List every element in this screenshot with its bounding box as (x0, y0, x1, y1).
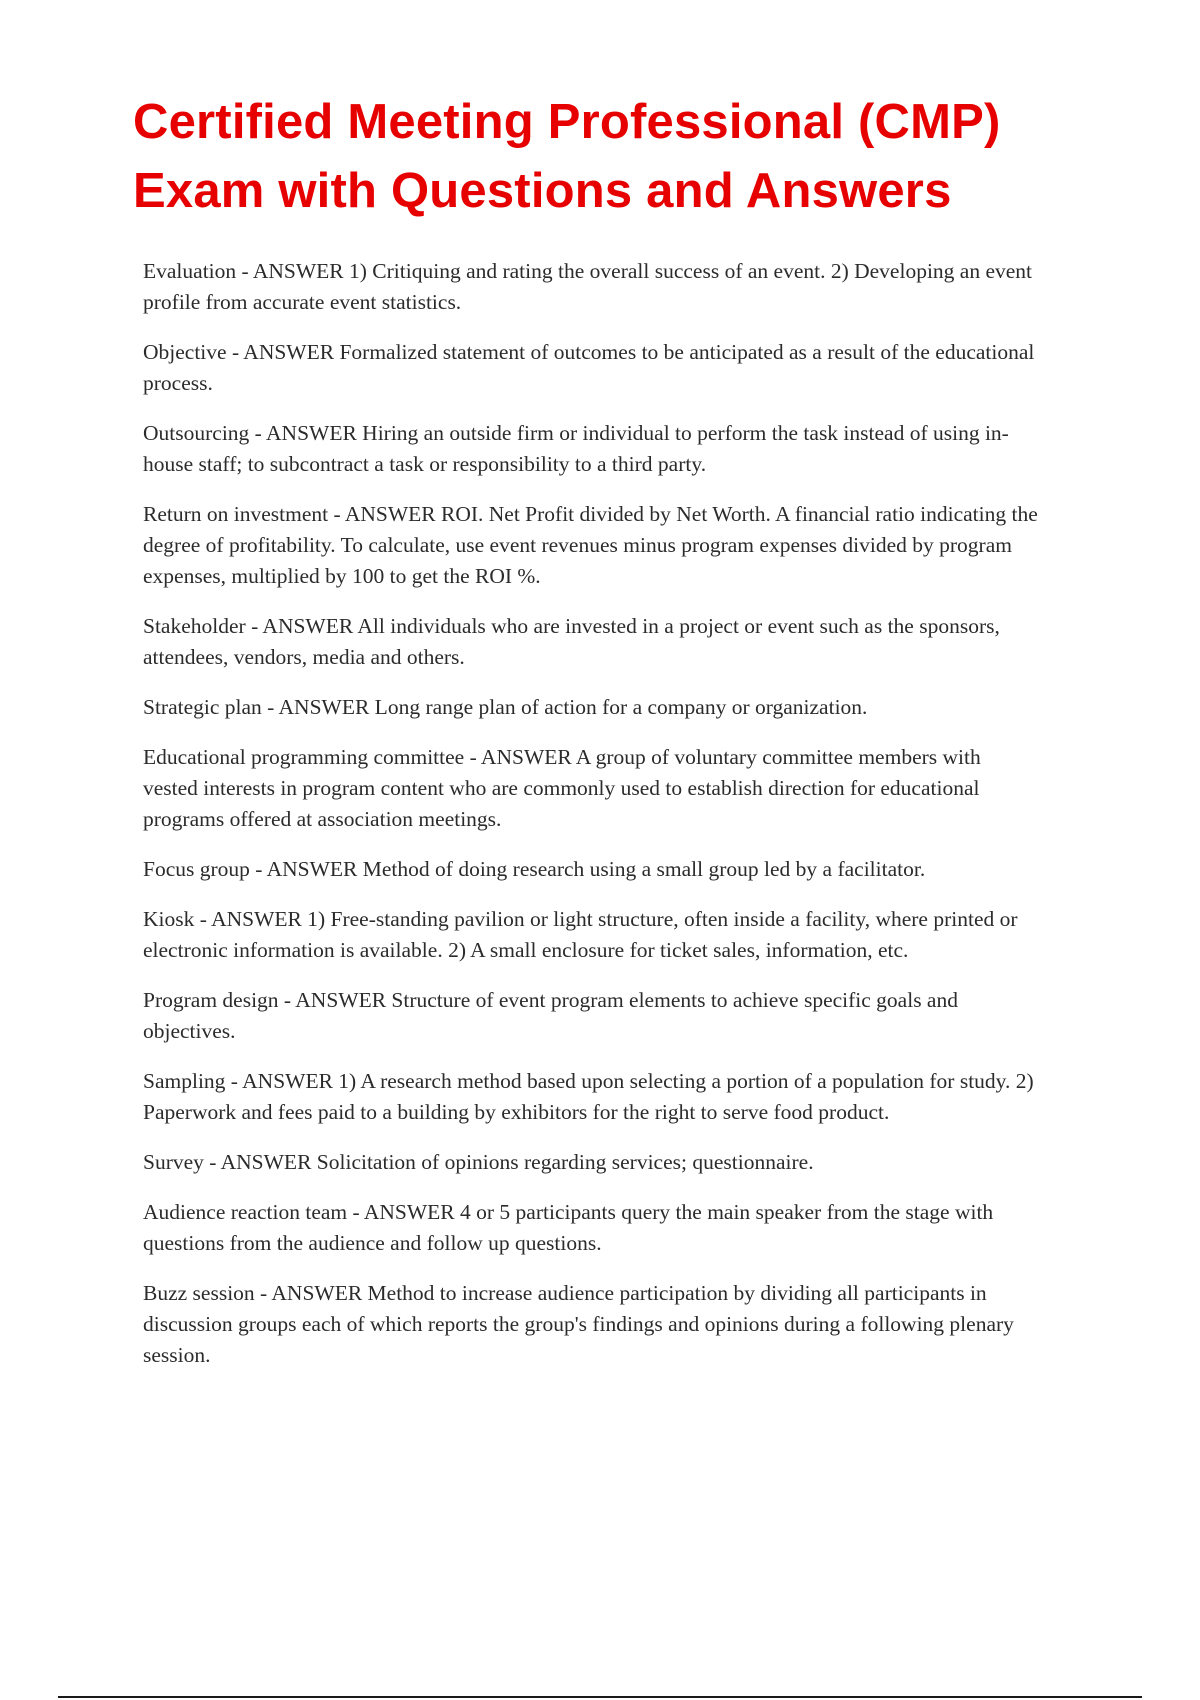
qa-item-survey: Survey - ANSWER Solicitation of opinions regarding services; questionnaire. (143, 1150, 814, 1174)
qa-item-stakeholder: Stakeholder - ANSWER All individuals who are invested in a project or event such as the sponsors, attendees, vendors, media and others. (143, 614, 1000, 669)
qa-item-audience-reaction-team: Audience reaction team - ANSWER 4 or 5 participants query the main speaker from the stage with questions from the audience and follow up questions. (143, 1200, 994, 1255)
qa-item-return-on-investment: Return on investment - ANSWER ROI. Net Profit divided by Net Worth. A financial ratio indicating the degree of profitability. To calculate, use event revenues minus program expenses divided by program expenses, multiplied by 100 to get the ROI %. (143, 502, 1038, 588)
qa-item-strategic-plan: Strategic plan - ANSWER Long range plan of action for a company or organization. (143, 695, 868, 719)
qa-item-focus-group: Focus group - ANSWER Method of doing research using a small group led by a facilitator. (143, 857, 926, 881)
qa-item-educational-programming-committee: Educational programming committee - ANSWER A group of voluntary committee members with vested interests in program content who are commonly used to establish direction for educational programs offered at association meetings. (143, 745, 981, 831)
qa-item-sampling: Sampling - ANSWER 1) A research method based upon selecting a portion of a population for study. 2) Paperwork and fees paid to a building by exhibitors for the right to serve food product. (143, 1069, 1034, 1124)
document-title (133, 88, 1143, 226)
qa-item-kiosk: Kiosk - ANSWER 1) Free-standing pavilion or light structure, often inside a facility, where printed or electronic information is available. 2) A small enclosure for ticket sales, information, etc. (143, 907, 1018, 962)
qa-item-program-design: Program design - ANSWER Structure of event program elements to achieve specific goals and objectives. (143, 988, 958, 1043)
title-line-2: Exam with Questions and Answers (133, 164, 952, 218)
qa-item-outsourcing: Outsourcing - ANSWER Hiring an outside firm or individual to perform the task instead of using in-house staff; to subcontract a task or responsibility to a third party. (143, 421, 1009, 476)
footer-divider (58, 1696, 1142, 1698)
qa-item-buzz-session: Buzz session - ANSWER Method to increase audience participation by dividing all participants in discussion groups each of which reports the group's findings and opinions during a following plenary session. (143, 1281, 1014, 1367)
title-line-1: Certified Meeting Professional (CMP) (133, 95, 1001, 149)
qa-item-evaluation: Evaluation - ANSWER 1) Critiquing and rating the overall success of an event. 2) Developing an event profile from accurate event statistics. (143, 259, 1033, 314)
qa-list (143, 256, 1038, 1390)
qa-item-objective: Objective - ANSWER Formalized statement of outcomes to be anticipated as a result of the educational process. (143, 340, 1035, 395)
